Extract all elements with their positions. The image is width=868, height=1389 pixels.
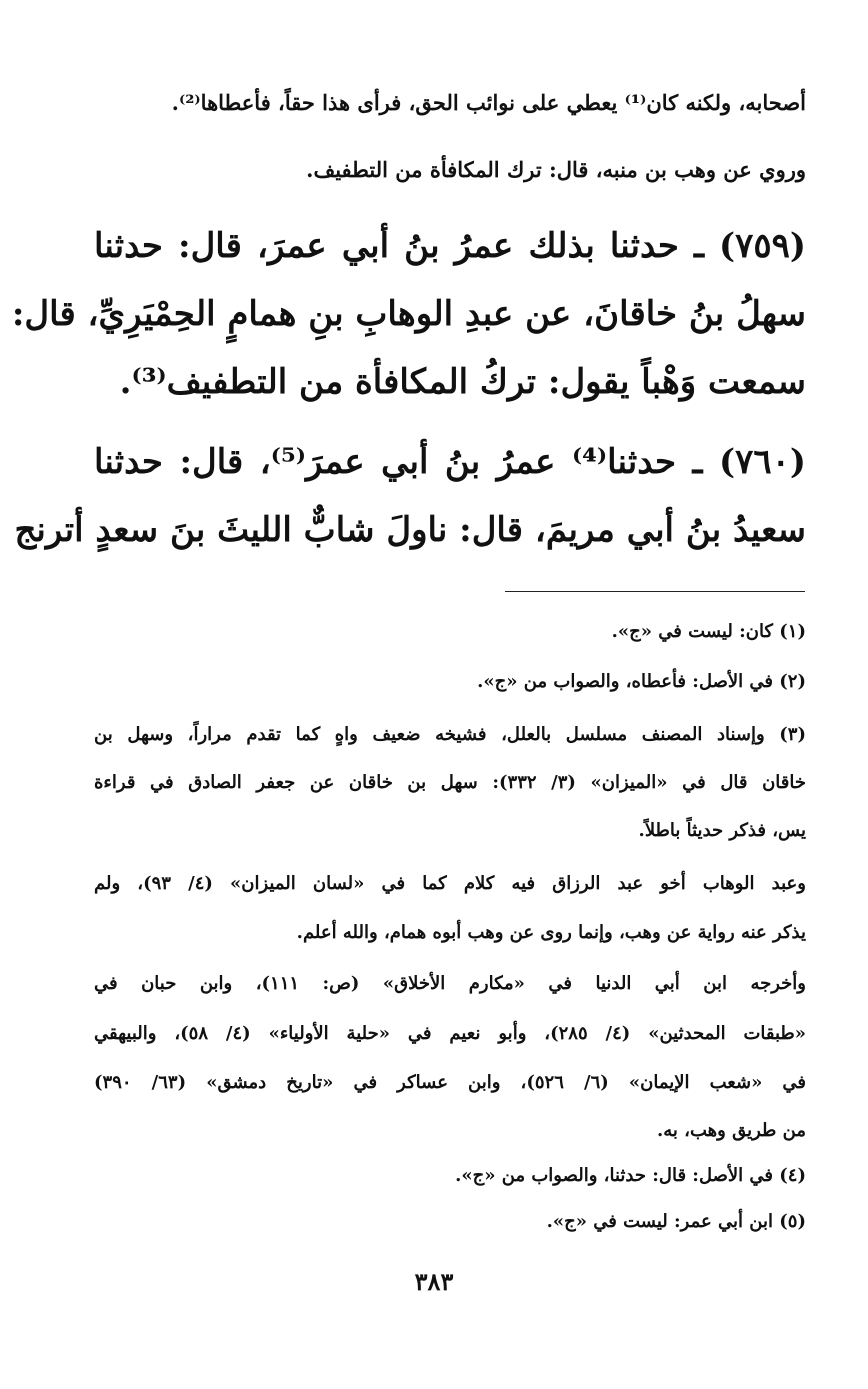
hadith-760-line-1: (٧٦٠) ـ حدثنا⁽⁴⁾ عمرُ بنُ أبي عمرَ⁽⁵⁾، قال: حدثنا [94, 442, 806, 482]
text-line-1: أصحابه، ولكنه كان⁽¹⁾ يعطي على نوائب الحق، فرأى هذا حقاً، فأعطاها⁽²⁾. [171, 90, 806, 115]
footnote-3-line-3: يس، فذكر حديثاً باطلاً. [638, 820, 806, 841]
text-line-2: وروي عن وهب بن منبه، قال: ترك المكافأة من التطفيف. [306, 157, 806, 182]
footnote-3-line-2: خاقان قال في «الميزان» (٣/ ٣٣٢): سهل بن خاقان عن جعفر الصادق في قراءة [94, 772, 807, 793]
footnote-4: (٤) في الأصل: قال: حدثنا، والصواب من «ج». [455, 1165, 806, 1186]
page-number: ٣٨٣ [414, 1267, 454, 1296]
footnote-3-line-9: من طريق وهب، به. [656, 1120, 806, 1141]
footnote-3-line-6: وأخرجه ابن أبي الدنيا في «مكارم الأخلاق» (ص: ١١١)، وابن حبان في [94, 973, 806, 994]
footnote-3-line-1: (٣) وإسناد المصنف مسلسل بالعلل، فشيخه ضعيف واهٍ كما تقدم مراراً، وسهل بن [94, 724, 806, 745]
hadith-759-line-1: (٧٥٩) ـ حدثنا بذلك عمرُ بنُ أبي عمرَ، قال: حدثنا [94, 226, 806, 266]
hadith-759-line-2: سهلُ بنُ خاقانَ، عن عبدِ الوهابِ بنِ همامٍ الحِمْيَرِيِّ، قال: [11, 294, 806, 334]
footnote-3-line-7: «طبقات المحدثين» (٤/ ٢٨٥)، وأبو نعيم في «حلية الأولياء» (٤/ ٥٨)، والبيهقي [94, 1023, 807, 1044]
hadith-759-line-3: سمعت وَهْباً يقول: تركُ المكافأة من التطفيف⁽³⁾. [119, 362, 806, 402]
footnote-3-line-4: وعبد الوهاب أخو عبد الرزاق فيه كلام كما في «لسان الميزان» (٤/ ٩٣)، ولم [94, 873, 806, 894]
footnote-3-line-5: يذكر عنه رواية عن وهب، وإنما روى عن وهب أبوه همام، والله أعلم. [296, 922, 806, 943]
footnote-5: (٥) ابن أبي عمر: ليست في «ج». [546, 1211, 806, 1232]
footnote-2: (٢) في الأصل: فأعطاه، والصواب من «ج». [477, 671, 806, 692]
hadith-760-line-2: سعيدُ بنُ أبي مريمَ، قال: ناولَ شابٌّ الليثَ بنَ سعدٍ أترنج [14, 510, 806, 550]
footnote-1: (١) كان: ليست في «ج». [611, 621, 806, 642]
footnote-3-line-8: في «شعب الإيمان» (٦/ ٥٢٦)، وابن عساكر في «تاريخ دمشق» (٦٣/ ٣٩٠) [94, 1072, 807, 1093]
footnote-divider [505, 591, 805, 592]
